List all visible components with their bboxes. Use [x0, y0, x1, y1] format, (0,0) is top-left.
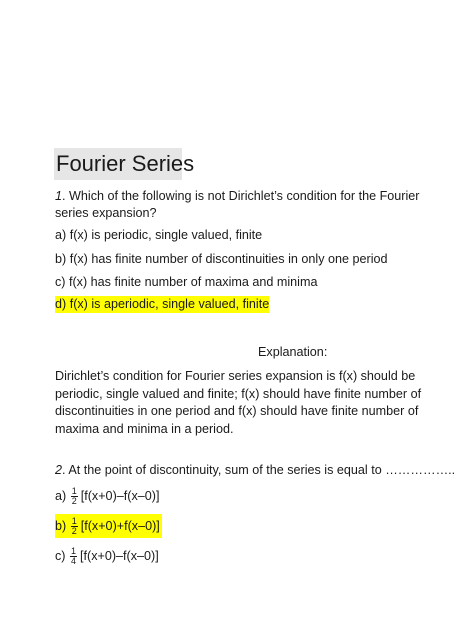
question-text: . Which of the following is not Dirichlet’s condition for the Fourier: [62, 189, 420, 203]
question-number: 1: [55, 189, 63, 203]
question-number: 2: [55, 463, 63, 477]
fraction: [71, 517, 78, 536]
option-d-correct: d) f(x) is aperiodic, single valued, finite: [55, 297, 270, 311]
option-c: [55, 544, 159, 568]
question-text: . At the point of discontinuity, sum of the series is equal to ……………..: [62, 463, 456, 477]
option-a: [55, 484, 159, 508]
option-c: c) f(x) has finite number of maxima and minima: [55, 275, 318, 289]
question-2: [55, 462, 455, 479]
denominator: 4: [71, 555, 77, 566]
option-label: a): [55, 489, 67, 503]
numerator: 1: [71, 515, 77, 526]
denominator: 2: [71, 495, 77, 506]
option-b: b) f(x) has finite number of discontinuities in only one period: [55, 252, 388, 266]
fraction: [70, 547, 77, 566]
option-expression: [f(x+0)–f(x–0)]: [80, 549, 159, 563]
question-1: [55, 188, 419, 205]
explanation-body: Dirichlet’s condition for Fourier series expansion is f(x) should be periodic, single valued and finite; f(x) should have finite number of discontinuities in one period and f(x) should have finite number of maxima and minima in a period.: [55, 369, 422, 436]
page-title: Fourier Series: [54, 148, 182, 180]
option-label: c): [55, 549, 66, 563]
option-b-correct: [55, 514, 162, 538]
option-expression: [f(x+0)–f(x–0)]: [80, 489, 160, 503]
option-label: b): [55, 519, 67, 533]
option-a: a) f(x) is periodic, single valued, finite: [55, 228, 263, 242]
option-expression: [f(x+0)+f(x–0)]: [80, 519, 160, 533]
denominator: 2: [71, 525, 77, 536]
question-1-cont: series expansion?: [55, 206, 157, 220]
numerator: 1: [71, 545, 77, 556]
explanation-heading: Explanation:: [258, 345, 328, 359]
fraction: [71, 487, 78, 506]
numerator: 1: [71, 485, 77, 496]
